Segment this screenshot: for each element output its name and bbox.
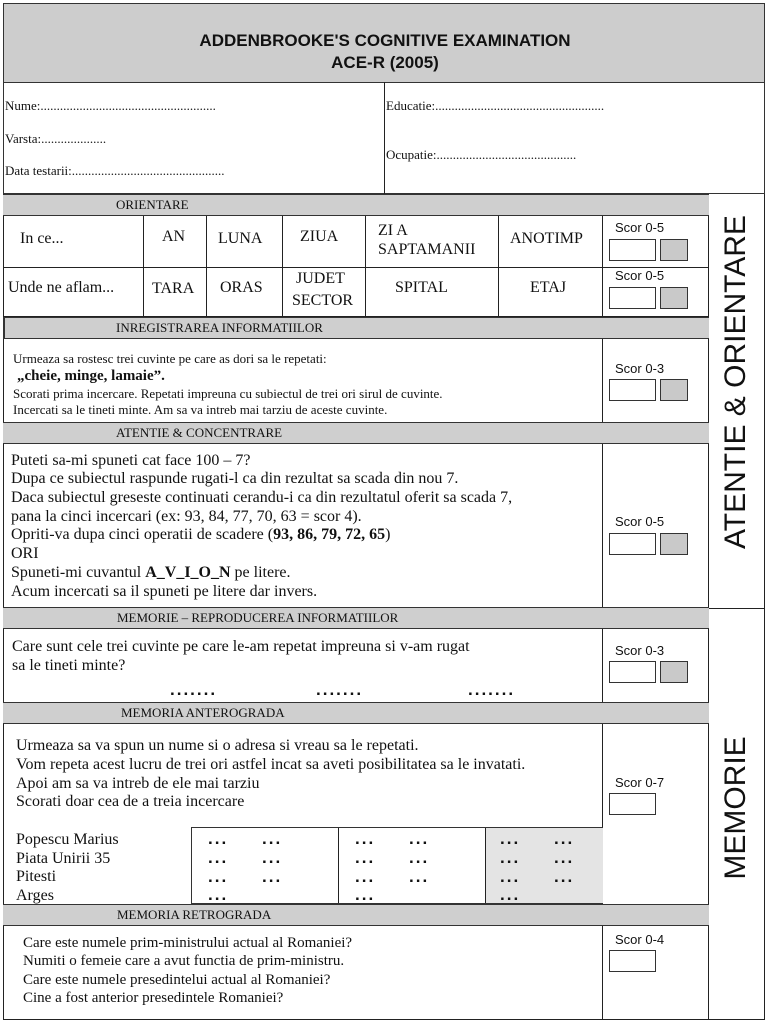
section-title-attention: ATENTIE & CONCENTRARE — [116, 425, 283, 440]
score-box-anterograde[interactable] — [609, 793, 656, 815]
retrograde-question-3: Care este numele presedintelui actual al Romaniei? — [23, 972, 331, 988]
attention-or: ORI — [11, 545, 39, 562]
score-box-attention-max — [660, 533, 688, 555]
trial-3-row-4[interactable]: ... — [500, 885, 521, 904]
attention-stop-text: Opriti-va dupa cinci operatii de scadere ( — [11, 526, 274, 543]
orientation-county-a: JUDET — [296, 270, 345, 287]
trial-3-row-1b[interactable]: ... — [554, 829, 575, 848]
trial-3-row-3b[interactable]: ... — [554, 867, 575, 886]
trial-2-row-1a[interactable]: ... — [355, 829, 376, 848]
anterograde-line-2: Vom repeta acest lucru de trei ori astfel incat sa aveti posibilitatea sa le invatati. — [16, 756, 526, 773]
attention-line-5 — [11, 526, 390, 544]
trial-2-row-2a[interactable]: ... — [355, 848, 376, 867]
orientation-county-b: SECTOR — [292, 292, 354, 309]
anterograde-line-4: Scorati doar cea de a treia incercare — [16, 793, 245, 810]
address-street: Piata Unirii 35 — [16, 850, 111, 867]
retrograde-question-2: Numiti o femeie care a avut functia de prim-ministru. — [23, 953, 345, 969]
section-bar-orientation — [3, 194, 709, 216]
score-box-orientation-time-max — [660, 239, 688, 261]
score-box-recall-max — [660, 661, 688, 683]
score-label-attention: Scor 0-5 — [615, 514, 665, 529]
score-box-recall[interactable] — [609, 661, 656, 683]
form-subtitle: ACE-R (2005) — [331, 53, 439, 72]
registration-line-1: Urmeaza sa rostesc trei cuvinte pe care as dori sa le repetati: — [13, 351, 327, 366]
score-label-orientation-place: Scor 0-5 — [615, 268, 665, 283]
address-county: Arges — [16, 887, 54, 904]
trial-3-row-3a[interactable]: ... — [500, 867, 521, 886]
recall-answer-3[interactable]: ....... — [468, 680, 516, 699]
orientation-season: ANOTIMP — [510, 230, 583, 247]
address-city: Pitesti — [16, 868, 57, 885]
trial-1-row-4[interactable]: ... — [208, 885, 229, 904]
section-bar-registration — [3, 317, 709, 339]
registration-line-4: Incercati sa le tineti minte. Am sa va intreb mai tarziu de aceste cuvinte. — [13, 402, 388, 417]
orientation-hospital: SPITAL — [395, 279, 448, 296]
trial-3-row-1a[interactable]: ... — [500, 829, 521, 848]
score-box-registration[interactable] — [609, 379, 656, 401]
section-title-retrograde: MEMORIA RETROGRADA — [117, 907, 272, 922]
form-title: ADDENBROOKE'S COGNITIVE EXAMINATION — [199, 31, 571, 50]
orientation-year: AN — [162, 228, 186, 245]
section-title-orientation: ORIENTARE — [116, 197, 189, 212]
orientation-day: ZIUA — [300, 228, 339, 245]
side-label-attention-orientation: ATENTIE & ORIENTARE — [719, 215, 752, 549]
anterograde-line-1: Urmeaza sa va spun un nume si o adresa si vreau sa le repetati. — [16, 737, 419, 754]
trial-2-row-3b[interactable]: ... — [409, 867, 430, 886]
attention-line-1: Puteti sa-mi spuneti cat face 100 – 7? — [11, 452, 251, 469]
orientation-time-label: In ce... — [20, 230, 64, 247]
age-field[interactable]: Varsta:.................... — [5, 131, 107, 146]
score-label-orientation-time: Scor 0-5 — [615, 220, 665, 235]
test-date-field[interactable]: Data testarii:............................................... — [5, 163, 225, 178]
name-field[interactable]: Nume:...................................................... — [5, 98, 216, 113]
retrograde-question-1: Care este numele prim-ministrului actual al Romaniei? — [23, 935, 353, 951]
trial-2-row-1b[interactable]: ... — [409, 829, 430, 848]
registration-line-3: Scorati prima incercare. Repetati impreuna cu subiectul de trei ori sirul de cuvinte. — [13, 386, 443, 401]
score-label-recall: Scor 0-3 — [615, 643, 665, 658]
score-box-attention[interactable] — [609, 533, 656, 555]
orientation-weekday-a: ZI A — [378, 222, 408, 239]
trial-grid — [191, 827, 603, 904]
orientation-city: ORAS — [220, 279, 263, 296]
education-field[interactable]: Educatie:.................................................... — [386, 98, 605, 113]
recall-answer-2[interactable]: ....... — [316, 680, 364, 699]
side-label-memory: MEMORIE — [719, 736, 752, 880]
section-bar-recall — [3, 607, 709, 629]
header-band — [3, 3, 765, 83]
registration-words: „cheie, minge, lamaie”. — [17, 368, 165, 384]
attention-spell-word: A_V_I_O_N — [145, 564, 231, 581]
orientation-floor: ETAJ — [530, 279, 567, 296]
patient-info — [3, 82, 765, 194]
attention-stop-close: ) — [385, 526, 391, 543]
trial-3-row-2b[interactable]: ... — [554, 848, 575, 867]
recall-line-2: sa le tineti minte? — [12, 657, 126, 674]
orientation-month: LUNA — [218, 230, 263, 247]
orientation-weekday-b: SAPTAMANII — [378, 241, 476, 258]
score-label-anterograde: Scor 0-7 — [615, 775, 665, 790]
score-box-orientation-time[interactable] — [609, 239, 656, 261]
anterograde-line-3: Apoi am sa va intreb de ele mai tarziu — [16, 775, 260, 792]
section-bar-anterograde — [3, 702, 709, 724]
score-box-orientation-place-max — [660, 287, 688, 309]
trial-3-row-2a[interactable]: ... — [500, 848, 521, 867]
attention-spell-text: Spuneti-mi cuvantul — [11, 564, 146, 581]
trial-1-row-1b[interactable]: ... — [262, 829, 283, 848]
section-bar-attention — [3, 422, 709, 444]
section-title-recall: MEMORIE – REPRODUCEREA INFORMATIILOR — [117, 610, 399, 625]
orientation-country: TARA — [152, 280, 195, 297]
score-box-retrograde[interactable] — [609, 950, 656, 972]
trial-1-row-2a[interactable]: ... — [208, 848, 229, 867]
score-box-registration-max — [660, 379, 688, 401]
orientation-place-label: Unde ne aflam... — [8, 279, 115, 296]
section-title-registration: INREGISTRAREA INFORMATIILOR — [116, 320, 323, 335]
trial-1-row-3b[interactable]: ... — [262, 867, 283, 886]
trial-2-row-2b[interactable]: ... — [409, 848, 430, 867]
retrograde-question-4: Cine a fost anterior presedintele Romaniei? — [23, 990, 284, 1006]
trial-1-row-3a[interactable]: ... — [208, 867, 229, 886]
recall-answer-1[interactable]: ....... — [170, 680, 218, 699]
score-box-orientation-place[interactable] — [609, 287, 656, 309]
section-bar-retrograde — [3, 904, 709, 926]
attention-spell-tail: pe litere. — [230, 564, 291, 581]
score-label-registration: Scor 0-3 — [615, 361, 665, 376]
trial-1-row-1a[interactable]: ... — [208, 829, 229, 848]
trial-1-row-2b[interactable]: ... — [262, 848, 283, 867]
address-name: Popescu Marius — [16, 831, 119, 848]
score-label-retrograde: Scor 0-4 — [615, 932, 665, 947]
attention-line-3: Daca subiectul greseste continuati cerandu-i ca din rezultatul oferit sa scada 7, — [11, 489, 513, 506]
recall-line-1: Care sunt cele trei cuvinte pe care le-am repetat impreuna si v-am rugat — [12, 638, 470, 655]
section-title-anterograde: MEMORIA ANTEROGRADA — [121, 705, 285, 720]
attention-line-4: pana la cinci incercari (ex: 93, 84, 77, 70, 63 = scor 4). — [11, 508, 362, 525]
occupation-field[interactable]: Ocupatie:........................................... — [386, 147, 577, 162]
attention-stop-values: 93, 86, 79, 72, 65 — [273, 526, 386, 543]
attention-line-7 — [11, 564, 291, 582]
attention-line-2: Dupa ce subiectul raspunde rugati-l ca din rezultat sa scada din nou 7. — [11, 470, 459, 487]
trial-2-row-4[interactable]: ... — [355, 885, 376, 904]
attention-line-8: Acum incercati sa il spuneti pe litere dar invers. — [11, 583, 318, 600]
trial-2-row-3a[interactable]: ... — [355, 867, 376, 886]
